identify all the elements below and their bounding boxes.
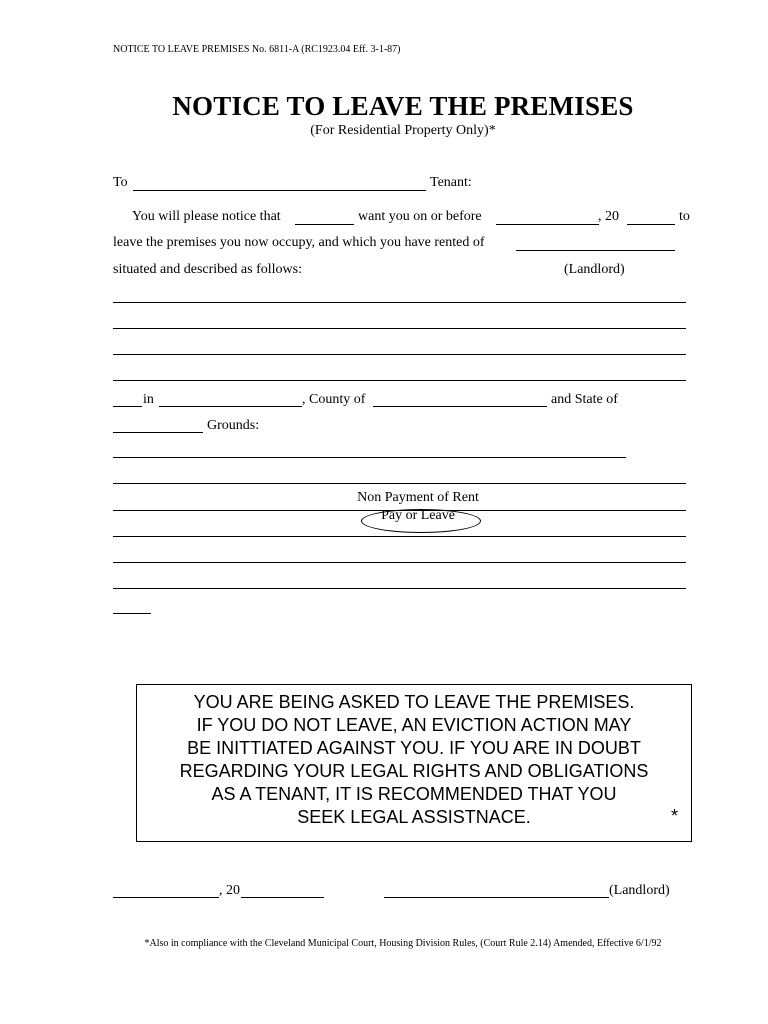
grounds-label: Grounds: [207,418,260,433]
notice-line: AS A TENANT, IT IS RECOMMENDED THAT YOU [211,784,617,804]
notice-line: SEEK LEGAL ASSISTNACE. [297,807,531,827]
tenant-name-field[interactable] [133,190,426,191]
signature-landlord-label: (Landlord) [609,883,670,898]
in-label: in [143,392,154,407]
description-line[interactable] [113,302,686,303]
grounds-option-pay-or-leave: Pay or Leave [381,508,455,523]
notice-text-4: leave the premises you now occupy, and which you have rented of [113,235,485,250]
grounds-option-non-payment: Non Payment of Rent [357,490,479,505]
grounds-line[interactable] [113,483,686,484]
page-subtitle: (For Residential Property Only)* [310,123,496,138]
notice-line: IF YOU DO NOT LEAVE, AN EVICTION ACTION MAY [196,715,632,735]
notice-text-5: situated and described as follows: [113,262,302,277]
footnote: *Also in compliance with the Cleveland Municipal Court, Housing Division Rules, (Court Rule 2.14) Amended, Effective 6/1/92 [144,938,662,949]
notice-line: BE INITTIATED AGAINST YOU. IF YOU ARE IN DOUBT [187,738,641,758]
signature-year-field[interactable] [241,897,324,898]
to-label: To [113,175,128,190]
grounds-line[interactable] [113,562,686,563]
landlord-caption: (Landlord) [564,262,625,277]
location-prefix-field[interactable] [113,406,142,407]
county-label: , County of [302,392,366,407]
landlord-name-field[interactable] [516,250,675,251]
description-line[interactable] [113,354,686,355]
landlord-signature-field[interactable] [384,897,609,898]
notice-text-2: want you on or before [358,209,482,224]
page-title: NOTICE TO LEAVE THE PREMISES [172,91,634,121]
tenant-label: Tenant: [430,175,472,190]
city-field[interactable] [159,406,302,407]
state-label: and State of [551,392,618,407]
warning-notice-box [136,684,692,842]
notice-text-3: to [679,209,690,224]
form-code: NOTICE TO LEAVE PREMISES No. 6811-A (RC1923.04 Eff. 3-1-87) [113,44,401,55]
grounds-line[interactable] [113,613,151,614]
date-field[interactable] [496,224,599,225]
selection-circle [361,509,481,533]
notice-line: YOU ARE BEING ASKED TO LEAVE THE PREMISES. [193,692,635,712]
county-field[interactable] [373,406,547,407]
year-field[interactable] [627,224,675,225]
grounds-line[interactable] [113,536,686,537]
description-line[interactable] [113,380,686,381]
party-field[interactable] [295,224,354,225]
year-prefix-label: , 20 [598,209,619,224]
notice-line: REGARDING YOUR LEGAL RIGHTS AND OBLIGATIONS [179,761,649,781]
description-line[interactable] [113,328,686,329]
notice-asterisk: * [671,806,679,826]
grounds-line[interactable] [113,588,686,589]
signature-date-field[interactable] [113,897,219,898]
grounds-line[interactable] [113,457,626,458]
signature-year-prefix: , 20 [219,883,240,898]
notice-text-1: You will please notice that [132,209,281,224]
state-field[interactable] [113,432,203,433]
